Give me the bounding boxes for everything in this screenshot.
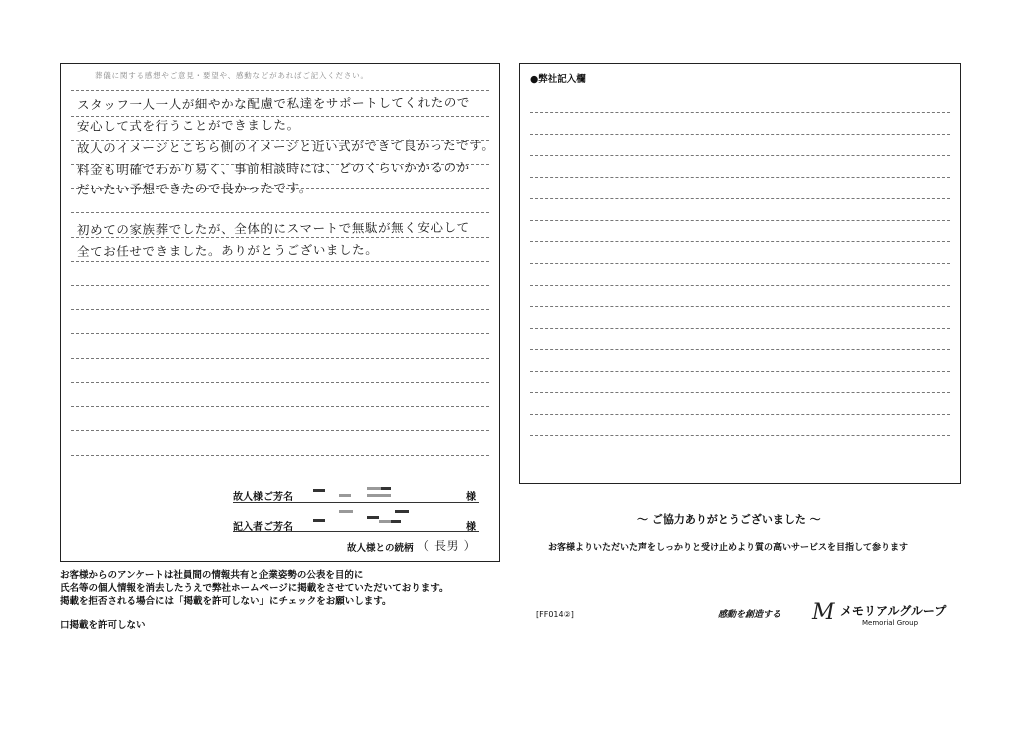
ruled-line [530,177,950,178]
relationship-value: （ 長男 ） [416,538,477,554]
ruled-line [530,220,950,221]
writer-name-label: 記入者ご芳名 [233,522,293,533]
redacted-name [367,494,391,497]
ruled-line [530,371,950,372]
redacted-name [391,520,401,523]
ruled-line [530,392,950,393]
notice-line: 掲載を拒否される場合には「掲載を許可しない」にチェックをお願いします。 [60,596,392,607]
ruled-line [71,382,489,383]
ruled-line [71,90,489,91]
ruled-line [71,455,489,456]
comment-line: だいたい予想できたので良かったです。 [76,180,312,197]
form-code: [FF014②] [536,610,574,619]
ruled-line [530,112,950,113]
notice-line: 氏名等の個人情報を消去したうえで弊社ホームページに掲載をさせていただいております。 [60,583,449,594]
company-use-header: ●弊社記入欄 [530,74,586,85]
ruled-line [530,349,950,350]
ruled-line [530,263,950,264]
ruled-line [71,285,489,286]
comment-line: スタッフ一人一人が細やかな配慮で私達をサポートしてくれたので [76,94,471,113]
deceased-name-label: 故人様ご芳名 [233,492,293,503]
underline [233,502,479,503]
no-publish-checkbox[interactable]: 口掲載を許可しない [60,620,146,631]
ruled-line [530,134,950,135]
comment-line: 安心して式を行うことができました。 [76,117,300,134]
company-use-box [519,63,961,484]
deceased-honorific: 様 [466,492,476,503]
survey-question: 葬儀に関する感想やご意見・要望や、感動などがあればご記入ください。 [95,71,369,80]
ruled-line [530,285,950,286]
notice-line: お客様からのアンケートは社員間の情報共有と企業姿勢の公表を目的に [60,570,364,581]
ruled-line [530,306,950,307]
ruled-line [71,358,489,359]
comment-line: 初めての家族葬でしたが、全体的にスマートで無駄が無く安心して [76,219,470,238]
redacted-name [379,520,391,523]
ruled-line [530,414,950,415]
comment-box [60,63,500,562]
ruled-line [530,435,950,436]
ruled-line [530,155,950,156]
ruled-line [71,212,489,213]
ruled-line [71,261,489,262]
redacted-name [367,516,379,519]
redacted-name [367,487,381,490]
writer-honorific: 様 [466,522,476,533]
ruled-line [530,241,950,242]
company-name-en: Memorial Group [862,619,919,627]
ruled-line [530,198,950,199]
comment-line: 料金も明確でわかり易く、事前相談時には、どのくらいかかるのか [76,159,470,178]
memorial-logo-icon: M [812,600,835,625]
ruled-line [71,406,489,407]
underline [233,531,479,532]
comment-line: 全てお任せできました。ありがとうございました。 [76,241,379,260]
company-name: メモリアルグループ [840,604,947,618]
redacted-name [395,510,409,513]
redacted-name [313,489,325,492]
redacted-name [339,494,351,497]
ruled-line [530,328,950,329]
service-message: お客様よりいただいた声をしっかりと受け止めより質の高いサービスを目指して参ります [548,543,909,553]
redacted-name [339,510,353,513]
slogan: 感動を創造する [718,610,782,620]
ruled-line [71,333,489,334]
thanks-message: ～ ご協力ありがとうございました ～ [637,513,821,526]
redacted-name [313,519,325,522]
ruled-line [71,309,489,310]
relationship-label: 故人様との続柄 [347,543,414,554]
redacted-name [381,487,391,490]
ruled-line [71,430,489,431]
comment-line: 故人のイメージとこちら側のイメージと近い式ができて良かったです。 [76,137,495,156]
